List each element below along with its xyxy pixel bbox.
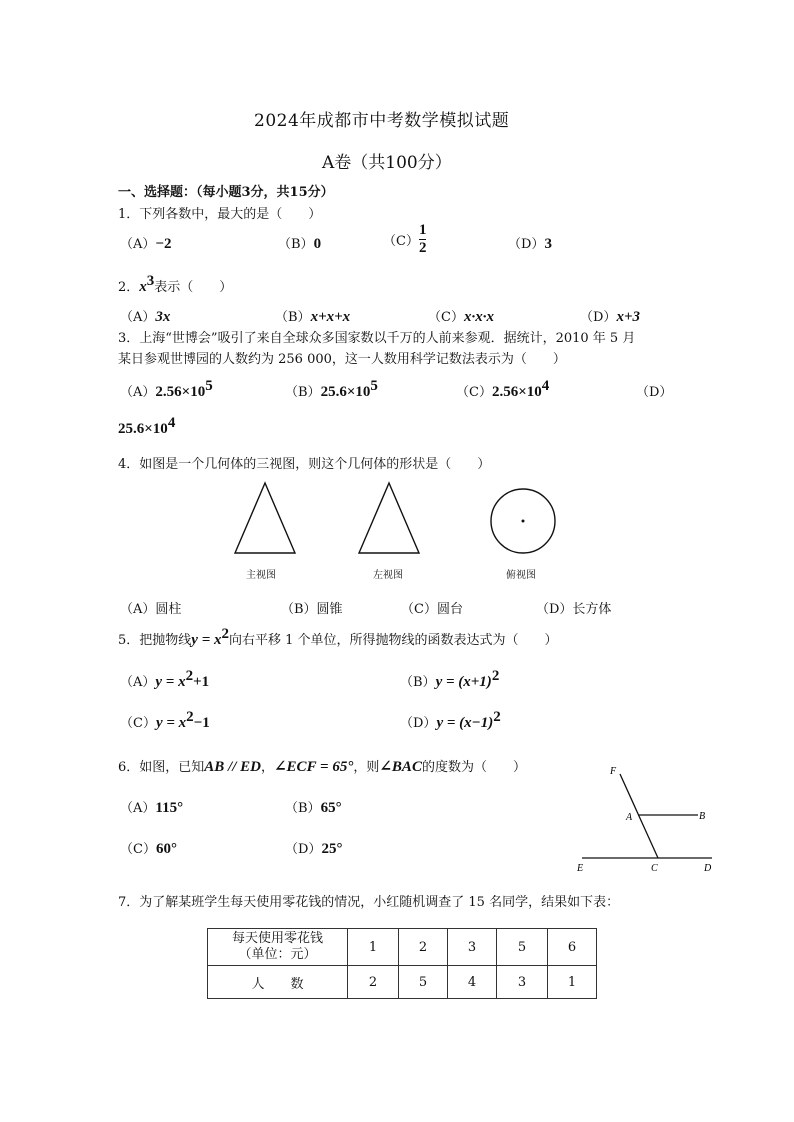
front-view-triangle [235, 483, 295, 553]
q2-stem: 2．$x^3$表示（ ） [118, 273, 233, 295]
table-cell: 1 [348, 929, 399, 966]
q3-option-d-value[interactable]: $25.6\times 10^4$ [118, 415, 176, 437]
page-title: 2024年成都市中考数学模拟试题 [254, 111, 510, 131]
top-view-center-dot [522, 520, 525, 523]
q5-option-d[interactable]: $(D)y = (x-1)^2$ [400, 709, 501, 731]
caption-top-view: 俯视图 [506, 570, 536, 581]
label-c: C [651, 863, 658, 874]
row-header-count: 人 数 [208, 966, 348, 999]
page-subtitle: A卷（共100分） [322, 153, 452, 173]
table-cell: 6 [548, 929, 597, 966]
q1-option-d[interactable]: （D）3 [508, 236, 552, 252]
row-header-money: 每天使用零花钱 （单位：元） [208, 929, 348, 966]
q5-option-b[interactable]: $(B)y = (x+1)^2$ [400, 668, 500, 690]
q4-stem: 4．如图是一个几何体的三视图，则这个几何体的形状是（ ） [118, 457, 491, 472]
table-cell: 3 [497, 966, 548, 999]
q4-option-c[interactable]: （C）圆台 [401, 602, 463, 617]
table-row [208, 966, 597, 999]
caption-front-view: 主视图 [246, 570, 276, 581]
q1-option-b[interactable]: （B）0 [278, 236, 322, 252]
label-d: D [704, 863, 712, 874]
q5-option-a[interactable]: $(A)y = x^2+1$ [120, 668, 210, 690]
q5-option-c[interactable]: $(C)y = x^2-1$ [120, 709, 210, 731]
q6-option-b[interactable]: （B）65° [285, 800, 342, 816]
q1-stem: 1．下列各数中，最大的是（ ） [118, 207, 322, 222]
q3-stem-line2: 某日参观世博园的人数约为 256 000，这一人数用科学记数法表示为（ ） [118, 352, 566, 367]
table-cell: 5 [399, 966, 448, 999]
table-cell: 1 [548, 966, 597, 999]
table-cell: 3 [448, 929, 497, 966]
pocket-money-table [207, 928, 597, 999]
table-cell: 2 [348, 966, 399, 999]
q2-option-d[interactable]: （D）x+3 [580, 309, 640, 325]
q1-option-c[interactable]: $(C)\frac{1}{2}$ [383, 222, 427, 256]
q6-stem: 6．如图，已知AB // ED，∠ECF = 65°，则∠BAC的度数为（ ） [118, 759, 526, 775]
q4-option-d[interactable]: （D）长方体 [536, 602, 612, 617]
q4-option-b[interactable]: （B）圆锥 [281, 602, 343, 617]
q4-option-a[interactable]: （A）圆柱 [120, 602, 182, 617]
table-row [208, 929, 597, 966]
q2-option-a[interactable]: （A）3x [120, 309, 171, 325]
q6-option-d[interactable]: （D）25° [285, 841, 343, 857]
parallel-lines-figure [570, 760, 720, 878]
q3-option-a[interactable]: $(A)2.56\times 10^5$ [120, 378, 213, 400]
q2-option-b[interactable]: （B）x+x+x [275, 309, 351, 325]
q5-stem: 5．把抛物线$y = x^2$向右平移 1 个单位，所得抛物线的函数表达式为（ ） [118, 626, 558, 648]
q3-option-d-label[interactable]: （D） [636, 385, 673, 400]
q6-option-a[interactable]: （A）115° [120, 800, 184, 816]
left-view-triangle [359, 483, 419, 553]
q6-option-c[interactable]: （C）60° [120, 841, 177, 857]
q3-stem-line1: 3．上海“世博会”吸引了来自全球众多国家数以千万的人前来参观．据统计，2010 年 5 月 [118, 331, 636, 346]
label-a: A [626, 812, 633, 823]
table-cell: 5 [497, 929, 548, 966]
q7-stem: 7．为了解某班学生每天使用零花钱的情况，小红随机调查了 15 名同学，结果如下表： [118, 895, 620, 910]
label-e: E [577, 863, 584, 874]
caption-left-view: 左视图 [373, 570, 403, 581]
q3-option-b[interactable]: $(B)25.6\times 10^5$ [285, 378, 378, 400]
section-heading: 一、选择题：（每小题3分，共15分） [118, 185, 334, 200]
fraction: $\frac{1}{2}$ [418, 222, 427, 256]
label-b: B [699, 811, 706, 822]
table-cell: 4 [448, 966, 497, 999]
q1-option-a[interactable]: （A）−2 [120, 236, 172, 252]
q3-option-c[interactable]: $(C)2.56\times 10^4$ [456, 378, 550, 400]
q2-option-c[interactable]: （C）x·x·x [428, 309, 494, 325]
label-f: F [610, 766, 617, 777]
table-cell: 2 [399, 929, 448, 966]
three-view-figure [225, 478, 565, 558]
